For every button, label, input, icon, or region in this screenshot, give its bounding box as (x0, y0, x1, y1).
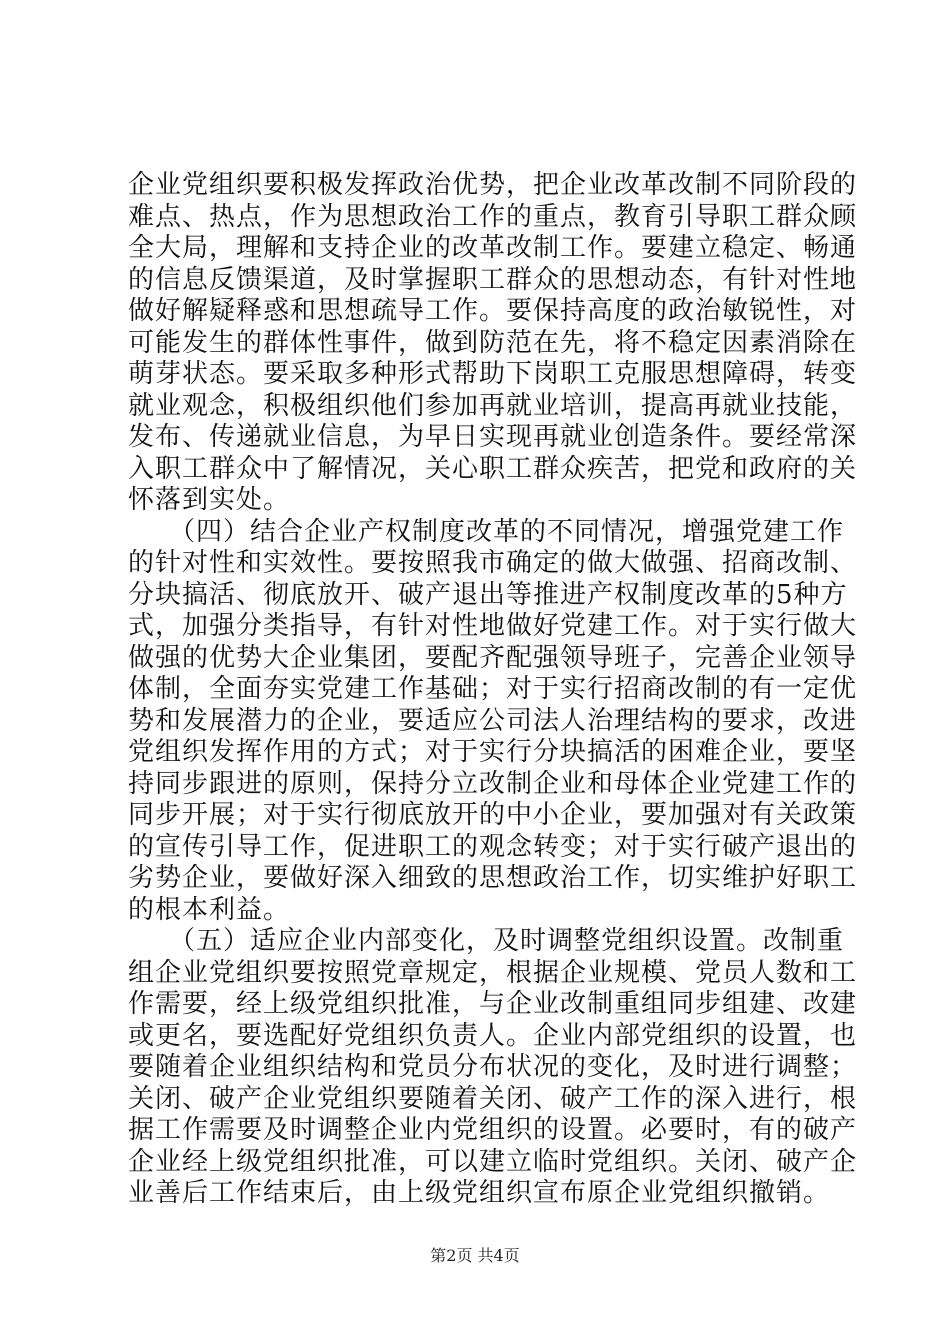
text-line: 发布、传递就业信息，为早日实现再就业创造条件。要经常深 (128, 422, 858, 452)
text-line: 持同步跟进的原则，保持分立改制企业和母体企业党建工作的 (128, 768, 858, 799)
text-line: 党组织发挥作用的方式；对于实行分块搞活的困难企业，要坚 (128, 737, 858, 767)
text-line: 做强的优势大企业集团，要配齐配强领导班子，完善企业领导 (128, 642, 858, 673)
text-line: 组企业党组织要按照党章规定，根据企业规模、党员人数和工 (128, 957, 858, 988)
text-line: 同步开展；对于实行彻底放开的中小企业，要加强对有关政策 (128, 800, 858, 830)
text-line: 企业经上级党组织批准，可以建立临时党组织。关闭、破产企 (128, 1146, 858, 1177)
text-line: 的信息反馈渠道，及时掌握职工群众的思想动态，有针对性地 (128, 264, 858, 295)
text-line: 萌芽状态。要采取多种形式帮助下岗职工克服思想障碍，转变 (128, 359, 858, 389)
text-line: 做好解疑释惑和思想疏导工作。要保持高度的政治敏锐性，对 (128, 296, 858, 326)
text-line: 企业党组织要积极发挥政治优势，把企业改革改制不同阶段的 (128, 170, 858, 200)
page-footer: 第2页 共4页 (430, 1246, 520, 1265)
text-line: 势和发展潜力的企业，要适应公司法人治理结构的要求，改进 (128, 705, 858, 736)
text-line: 据工作需要及时调整企业内党组织的设置。必要时，有的破产 (128, 1115, 858, 1145)
text-line: 作需要，经上级党组织批准，与企业改制重组同步组建、改建 (128, 989, 858, 1019)
text-line-paragraph-start: （五）适应企业内部变化，及时调整党组织设置。改制重 (128, 926, 845, 956)
text-line: 要随着企业组织结构和党员分布状况的变化，及时进行调整； (128, 1052, 858, 1082)
text-line: 入职工群众中了解情况，关心职工群众疾苦，把党和政府的关 (128, 453, 858, 484)
text-line: 可能发生的群体性事件，做到防范在先，将不稳定因素消除在 (128, 327, 858, 358)
text-line: 或更名，要选配好党组织负责人。企业内部党组织的设置，也 (128, 1020, 858, 1051)
text-line: 的宣传引导工作，促进职工的观念转变；对于实行破产退出的 (128, 831, 858, 862)
text-line-paragraph-start: （四）结合企业产权制度改革的不同情况，增强党建工作 (128, 516, 845, 547)
text-line: 分块搞活、彻底放开、破产退出等推进产权制度改革的5种方 (128, 579, 848, 610)
text-line: 难点、热点，作为思想政治工作的重点，教育引导职工群众顾 (128, 201, 858, 232)
text-line: 全大局，理解和支持企业的改革改制工作。要建立稳定、畅通 (128, 233, 858, 263)
text-line: 体制，全面夯实党建工作基础；对于实行招商改制的有一定优 (128, 674, 858, 704)
text-line: 就业观念，积极组织他们参加再就业培训，提高再就业技能， (128, 390, 858, 421)
text-line: 的针对性和实效性。要按照我市确定的做大做强、招商改制、 (128, 548, 858, 578)
text-line: 劣势企业，要做好深入细致的思想政治工作，切实维护好职工 (128, 863, 858, 893)
text-line-paragraph-end: 的根本利益。 (128, 894, 291, 925)
text-line-paragraph-end: 怀落到实处。 (128, 485, 291, 515)
document-body (128, 170, 858, 1210)
text-line: 式，加强分类指导，有针对性地做好党建工作。对于实行做大 (128, 611, 858, 641)
text-line-paragraph-end: 业善后工作结束后，由上级党组织宣布原企业党组织撤销。 (128, 1178, 831, 1208)
text-line: 关闭、破产企业党组织要随着关闭、破产工作的深入进行，根 (128, 1083, 858, 1114)
